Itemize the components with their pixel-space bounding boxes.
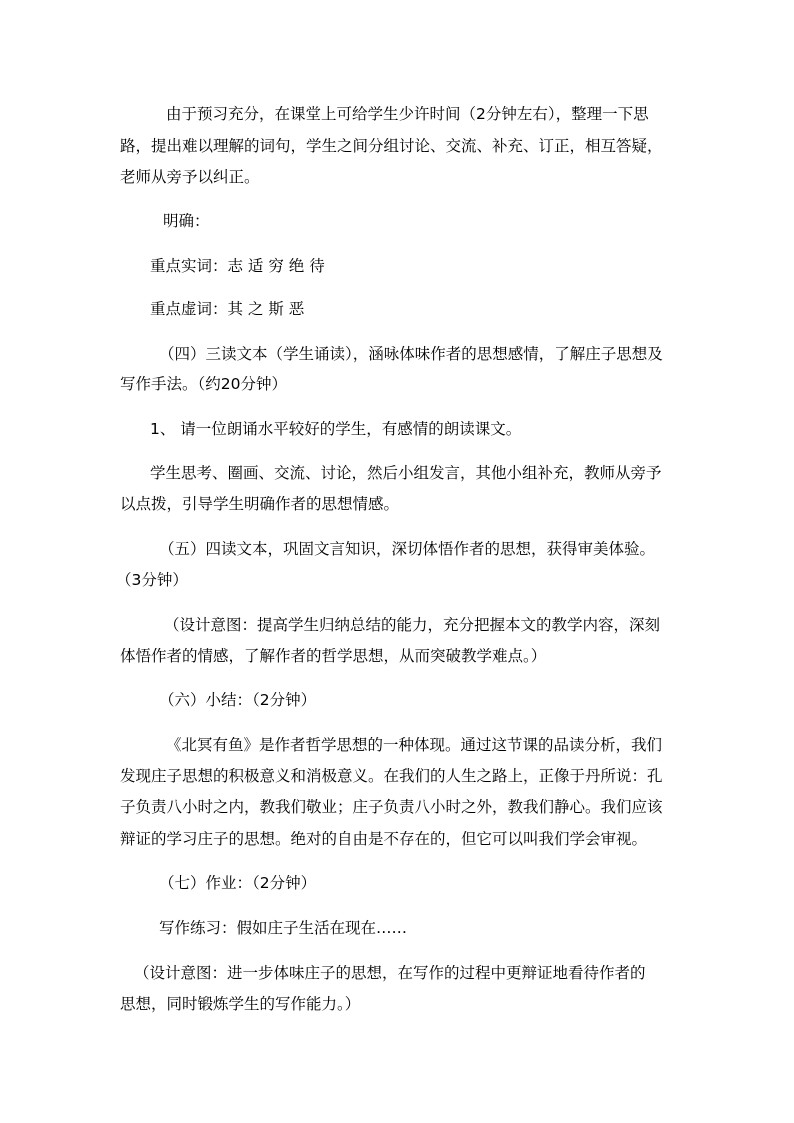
clarify-label: 明确：: [163, 212, 210, 230]
paragraph-line: 由于预习充分，在课堂上可给学生少许时间（2分钟左右），整理一下思: [166, 105, 649, 123]
section-heading-5: （五）四读文本，巩固文言知识，深切体悟作者的思想，获得审美体验。: [159, 540, 656, 558]
paragraph-line: 以点拨，引导学生明确作者的思想情感。: [120, 495, 400, 513]
summary-line: 《北冥有鱼》是作者哲学思想的一种体现。通过这节课的品读分析，我们: [166, 736, 663, 754]
key-function-words: 重点虚词：其 之 斯 恶: [150, 300, 305, 318]
section-heading-4: （四）三读文本（学生诵读），涵咏体味作者的思想感情，了解庄子思想及: [159, 345, 663, 363]
design-intent-cont: 体悟作者的情感，了解作者的哲学思想，从而突破教学难点。）: [120, 647, 547, 665]
section-heading-4-cont: 写作手法。（约20分钟）: [120, 375, 287, 393]
paragraph-line: 学生思考、圈画、交流、讨论，然后小组发言，其他小组补充，教师从旁予: [150, 464, 662, 482]
section-heading-5-cont: （3分钟）: [116, 571, 188, 589]
homework-line: 写作练习：假如庄子生活在现在……: [159, 919, 408, 937]
summary-line: 辩证的学习庄子的思想。绝对的自由是不存在的，但它可以叫我们学会审视。: [120, 830, 648, 848]
section-heading-6: （六）小结：（2分钟）: [159, 691, 317, 709]
design-intent: （设计意图：提高学生归纳总结的能力，充分把握本文的教学内容，深刻: [164, 616, 661, 634]
paragraph-line: 老师从旁予以纠正。: [120, 168, 260, 186]
summary-line: 子负责八小时之内，教我们敬业；庄子负责八小时之外，教我们静心。我们应该: [120, 798, 663, 816]
design-intent-cont: 思想，同时锻炼学生的写作能力。）: [120, 995, 361, 1013]
key-content-words: 重点实词：志 适 穷 绝 待: [150, 257, 325, 275]
paragraph-line: 路，提出难以理解的词句，学生之间分组讨论、交流、补充、订正，相互答疑，: [120, 137, 663, 155]
summary-line: 发现庄子思想的积极意义和消极意义。在我们的人生之路上，正像于丹所说：孔: [120, 767, 663, 785]
design-intent: （设计意图：进一步体味庄子的思想，在写作的过程中更辩证地看待作者的: [134, 964, 646, 982]
section-heading-7: （七）作业：（2分钟）: [159, 874, 317, 892]
list-item: 1、 请一位朗诵水平较好的学生，有感情的朗读课文。: [150, 420, 522, 438]
